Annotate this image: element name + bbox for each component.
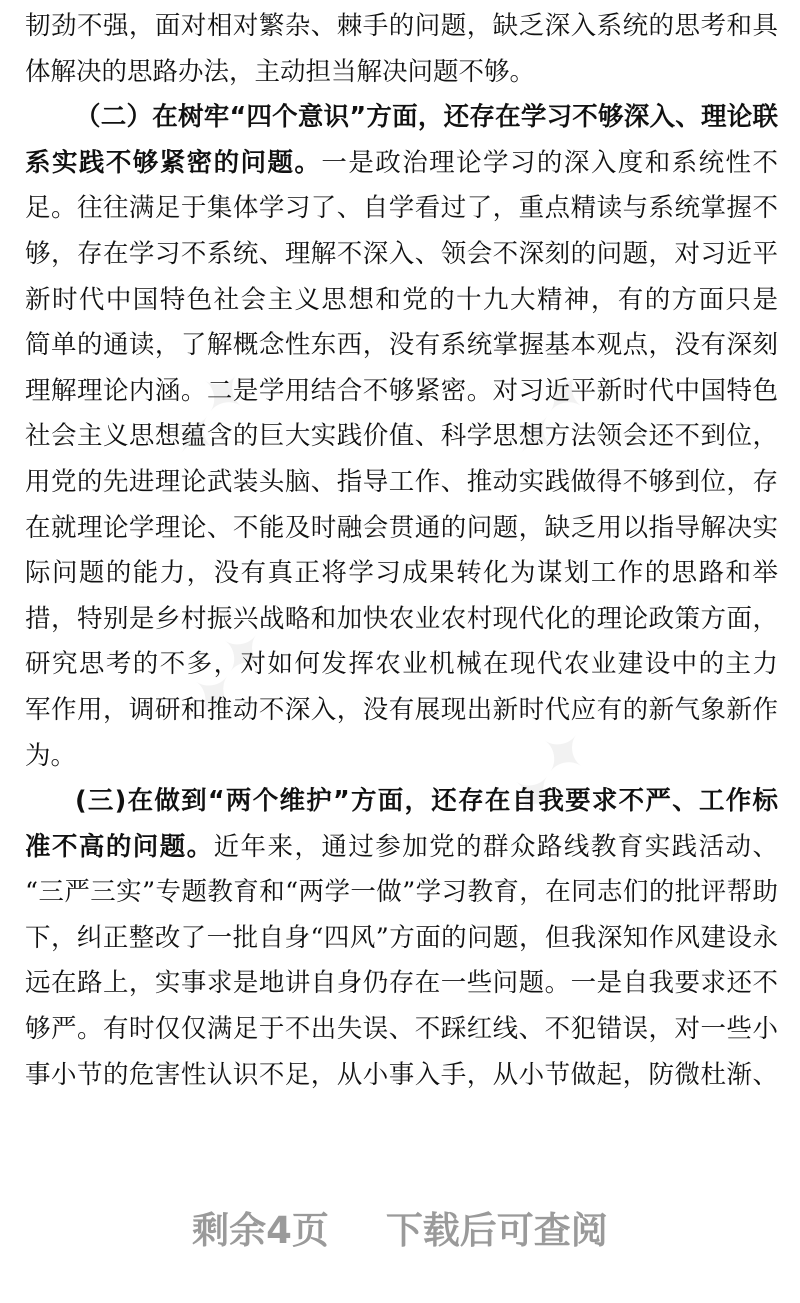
text-line <box>25 141 778 187</box>
text-line <box>25 1007 778 1053</box>
text-line <box>25 232 778 278</box>
line-text: 研究思考的不多，对如何发挥农业机械在现代农业建设中的主力 <box>25 649 778 680</box>
section-heading <box>25 779 778 825</box>
line-text: 用党的先进理论武装头脑、指导工作、推动实践做得不够到位，存 <box>25 466 778 497</box>
document-body <box>25 4 778 1098</box>
line-text: 远在路上，实事求是地讲自身仍存在一些问题。一是自我要求还不 <box>25 968 778 999</box>
watermark: ✦✦ <box>492 353 608 477</box>
text-line <box>25 369 778 415</box>
line-text: 下，纠正整改了一批自身“四风”方面的问题，但我深知作风建设永 <box>25 922 778 953</box>
text-line <box>25 825 778 871</box>
text-line <box>25 414 778 460</box>
watermark: ✦✦ <box>492 713 608 837</box>
line-text: 社会主义思想蕴含的巨大实践价值、科学思想方法领会还不到位， <box>25 421 778 452</box>
line-text: 新时代中国特色社会主义思想和党的十九大精神，有的方面只是 <box>25 284 778 315</box>
text-line <box>25 870 778 916</box>
text-line <box>25 916 778 962</box>
line-text: 近年来，通过参加党的群众路线教育实践活动、 <box>213 831 778 862</box>
line-text: 理解理论内涵。二是学用结合不够紧密。对习近平新时代中国特色 <box>25 375 778 406</box>
heading-text: 准不高的问题。 <box>25 831 214 862</box>
text-line <box>25 323 778 369</box>
text-line <box>25 642 778 688</box>
text-line <box>25 460 778 506</box>
download-to-view-label[interactable]: 下载后可查阅 <box>385 1209 608 1252</box>
line-text: 措，特别是乡村振兴战略和加快农业农村现代化的理论政策方面， <box>25 603 778 634</box>
text-line <box>25 551 778 597</box>
text-line <box>25 597 778 643</box>
line-text: 足。往往满足于集体学习了、自学看过了，重点精读与系统掌握不 <box>25 193 778 224</box>
heading-text: （二）在树牢“四个意识”方面，还存在学习不够深入、理论联 <box>75 102 778 133</box>
line-text: “三严三实”专题教育和“两学一做”学习教育，在同志们的批评帮助 <box>25 877 778 908</box>
line-text: 一是政治理论学习的深入度和系统性不 <box>321 147 778 178</box>
text-line <box>25 1053 778 1099</box>
heading-text: 系实践不够紧密的问题。 <box>25 147 322 178</box>
text-line <box>25 734 778 780</box>
line-text: 事小节的危害性认识不足，从小事入手，从小节做起，防微杜渐、 <box>25 1059 778 1090</box>
text-line <box>25 186 778 232</box>
text-line <box>25 961 778 1007</box>
line-text: 够严。有时仅仅满足于不出失误、不踩红线、不犯错误，对一些小 <box>25 1014 778 1045</box>
text-line <box>25 688 778 734</box>
line-text: 体解决的思路办法，主动担当解决问题不够。 <box>25 56 536 87</box>
line-text: 在就理论学理论、不能及时融会贯通的问题，缺乏用以指导解决实 <box>25 512 778 543</box>
line-text: 简单的通读，了解概念性东西，没有系统掌握基本观点，没有深刻 <box>25 330 778 361</box>
watermark: ✦✦ <box>152 353 268 477</box>
line-text: 韧劲不强，面对相对繁杂、棘手的问题，缺乏深入系统的思考和具 <box>25 11 778 41</box>
text-line <box>25 278 778 324</box>
text-line <box>25 506 778 552</box>
download-prompt[interactable] <box>0 1200 800 1254</box>
watermark: ✦✦ <box>172 613 288 737</box>
text-line <box>25 50 778 96</box>
line-text: 够，存在学习不系统、理解不深入、领会不深刻的问题，对习近平 <box>25 238 778 269</box>
heading-text: (三)在做到“两个维护”方面，还存在自我要求不严、工作标 <box>75 786 778 817</box>
text-line <box>25 4 778 50</box>
remaining-pages-label: 剩余4页 <box>192 1209 329 1252</box>
line-text: 际问题的能力，没有真正将学习成果转化为谋划工作的思路和举 <box>25 558 778 589</box>
line-text: 为。 <box>25 740 77 771</box>
section-heading <box>25 95 778 141</box>
line-text: 军作用，调研和推动不深入，没有展现出新时代应有的新气象新作 <box>25 694 778 725</box>
